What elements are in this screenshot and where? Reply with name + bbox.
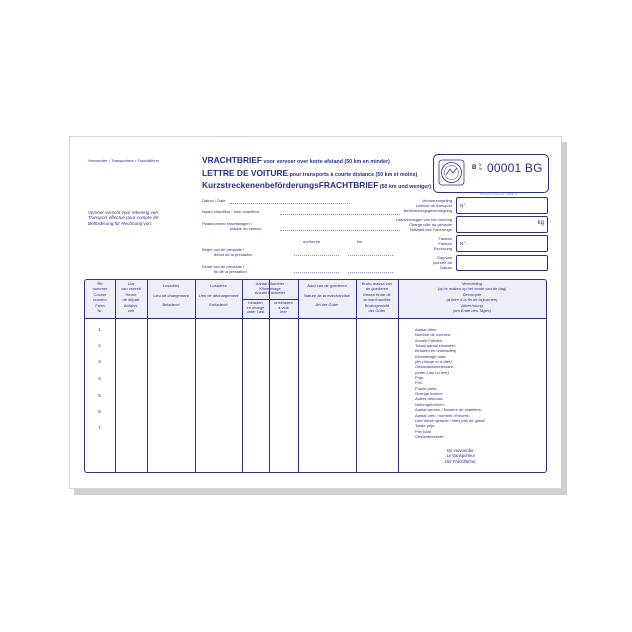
row-number: 4 (98, 376, 101, 381)
row-number: 1 (98, 327, 101, 332)
header-loading-place: Losadres Lieu de chargement Beladeort (153, 283, 189, 308)
carrier-signature-label: De vervoerder, Le transporteur Der Frachtführer, (445, 448, 477, 464)
trips-table (84, 279, 547, 473)
header-statement: Vermelding (op te maken op het einde van de dag) Décompte (à faire à la fin de la journée) Abrechnung (am Ende des Tages) (437, 281, 507, 313)
row-number: 7 (98, 425, 101, 430)
title-line-fr: LETTRE DE VOITURE pour transports à courte distance (50 km et moins) (202, 167, 418, 178)
account-note: Vervoer verricht voor rekening van Transport effectué pour compte de: Beförderung für Rechnung von: (88, 210, 160, 226)
payload-field[interactable]: kg (456, 216, 548, 233)
header-goods-nature: Aard van de goederen Nature de la marchandise Art der Güter (304, 283, 350, 308)
number-label: N° Nr (479, 163, 483, 171)
row-number: 6 (98, 409, 101, 414)
day-date-field[interactable] (456, 255, 548, 271)
header-gross-mass: Bruto-massa van de goederen Masse brute de la marchandise Bruttogewicht der Güter (361, 281, 393, 313)
document-title (202, 155, 431, 193)
driver-label: Naam chauffeur / nom chauffeur (202, 209, 260, 214)
print-note: Printed by group.be · 00497 3 (480, 192, 518, 196)
end-hour-field[interactable] (294, 272, 339, 273)
company-logo-icon (438, 159, 465, 186)
title-line-de: KurzstreckenenbeförderungsFRACHTBRIEF (50 km und weniger) (202, 180, 432, 190)
row-number: 5 (98, 393, 101, 398)
day-label: Dag van journée du Datum (433, 255, 452, 270)
row-number: 2 (98, 343, 101, 348)
header-trip-number: Rit nummer Course numéro Fahrt Nr. (92, 281, 108, 313)
serial-number: 00001 BG (487, 161, 543, 175)
header-unloading-place: Losadres Lieu de déchargement Entladeort (198, 283, 239, 308)
start-km-field[interactable] (348, 255, 393, 256)
header-km-loaded: beladen en charge unter Last (246, 300, 265, 315)
waybill-sheet (69, 136, 562, 489)
driver-field[interactable] (280, 214, 400, 215)
summary-list: Aantal ritten: Nombre de courses: Anzahl Fahrten: Totaal aantal kilometer: Beladen en onbeladen) Kilométrage total: (en charge et à vide) Gesamtkilometerzahl: (unter Last un leer) Prijs: Prix: Fracht preis: Overige kosten: Autres débours: Nebengebühren: Aantal werven / Nombre de chantiers: Aantal uren / nombre d'heures: Liter diesel getankt / litres pris de gasoil Totale prijs: Prix total: Gesamtsummer: (415, 327, 486, 439)
header-km-empty: onbeladen à vide leer (274, 300, 293, 315)
roles-line: Vervoerder • Transporteur • Frachtführer (88, 158, 160, 163)
title-line-nl: VRACHTBRIEF voor vervoer over korte afstand (50 km en minder) (202, 155, 390, 165)
header-departure-time: Uur van vertrek Heure de départ Abfahrt- zeit (121, 281, 141, 313)
licence-number-field[interactable]: N°: (456, 197, 548, 214)
col-divider (298, 280, 299, 472)
plate-label: Plaatnummer vrachtwagen / plaque du camion (202, 221, 262, 231)
serial-number-box (433, 154, 549, 193)
header-kilometres: Aantal kilometer Kilometrage Anzahl Kilometer (254, 281, 286, 296)
row-number: 3 (98, 359, 101, 364)
start-label: Begin van de prestatie / début de la prestation (202, 247, 253, 257)
end-label: Einde van de prestatie / fin de la prestation (202, 264, 247, 274)
licence-label: Vervoersregeling Licence de transport Beförderungsgenehmigung (403, 198, 452, 213)
hour-label: uur/heure (303, 239, 321, 244)
col-divider (147, 280, 148, 472)
date-label: Datum / Date (202, 198, 226, 203)
invoice-label: Factuur Facture Rechnung (433, 236, 452, 251)
col-divider (195, 280, 196, 472)
date-field[interactable] (230, 203, 350, 204)
series-letter: B (472, 165, 477, 171)
end-km-field[interactable] (348, 272, 393, 273)
invoice-number-field[interactable]: N°: (456, 235, 548, 252)
start-hour-field[interactable] (294, 255, 339, 256)
km-label: km (357, 239, 363, 244)
payload-label: Laadvermogen van het voertuig Charge utile du véhicule Nutzlast des Fahrzeuge (395, 217, 452, 232)
